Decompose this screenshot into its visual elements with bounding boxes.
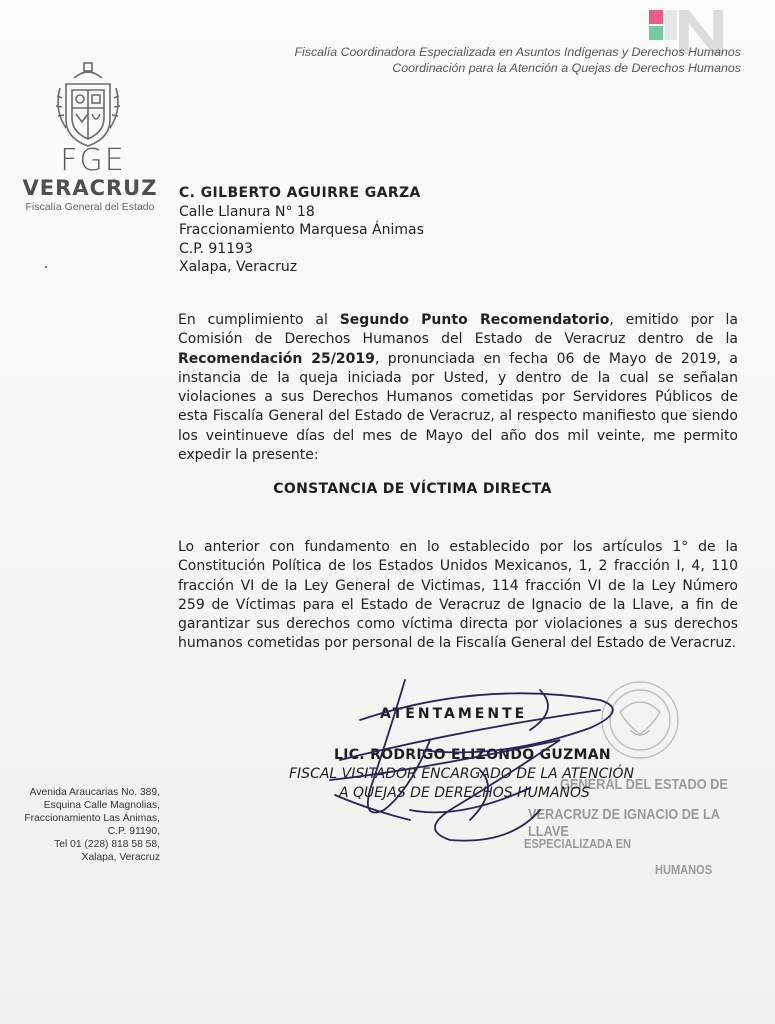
stamp-line-3: ESPECIALIZADA EN [524, 836, 632, 851]
intro-text-2: , emitido por la Comisión de Derechos Humanos del Estado de Veracruz dentro de la [178, 312, 738, 348]
recipient-city: Xalapa, Veracruz [179, 259, 298, 275]
intro-bold-1: Segundo Punto Recomendatorio [339, 312, 610, 328]
speck [45, 266, 47, 268]
recipient-postal-code: C.P. 91193 [179, 240, 253, 257]
handwritten-signature [300, 670, 640, 860]
stamp-line-1: GENERAL DEL ESTADO DE [560, 776, 728, 793]
header-line-2: Coordinación para la Atención a Quejas de Derechos Humanos [392, 61, 741, 75]
address-line: Esquina Calle Magnolias, [43, 800, 160, 811]
address-line: C.P. 91190, [107, 826, 160, 837]
address-line: Xalapa, Veracruz [81, 852, 160, 863]
signer-position-line-2: A QUEJAS DE DERECHOS HUMANOS [339, 785, 590, 801]
recipient-name: C. GILBERTO AGUIRRE GARZA [179, 185, 421, 201]
address-line: Avenida Araucarias No. 389, [29, 787, 160, 798]
document-title: CONSTANCIA DE VÍCTIMA DIRECTA [273, 481, 552, 497]
logo-institution: Fiscalía General del Estado [25, 201, 155, 213]
header-line-1: Fiscalía Coordinadora Especializada en Asuntos Indígenas y Derechos Humanos [294, 45, 741, 59]
address-line: Tel 01 (228) 818 58 58, [54, 839, 160, 850]
office-address [20, 786, 160, 864]
coat-of-arms-icon [52, 62, 124, 152]
intro-text-3: , pronunciada en fecha 06 de Mayo de 2019, a instancia de la queja iniciada por Usted, y dentro de la cual se señalan violaciones a sus Derechos Humanos cometidas por Servidores Públicos de esta Fiscalía General del Estado de Veracruz, al respecto manifiesto que siendo los veintinueve días del mes de Mayo del año dos mil veinte, me permito expedir la presente: [178, 350, 739, 464]
recipient-neighborhood: Fraccionamiento Marquesa Ánimas [179, 222, 424, 238]
address-line: Fraccionamiento Las Ánimas, [24, 813, 160, 824]
closing-salutation: ATENTAMENTE [380, 706, 528, 722]
fge-veracruz-logo [22, 62, 162, 213]
intro-bold-2: Recomendación 25/2019 [178, 350, 375, 367]
logo-state: VERACRUZ [22, 176, 158, 200]
issuing-office-header [294, 44, 741, 76]
signer-name: LIC. RODRIGO ELIZONDO GUZMAN [334, 747, 611, 763]
recipient-address [179, 184, 424, 277]
signer-position-line-1: FISCAL VISITADOR ENCARGADO DE LA ATENCIÓN [289, 766, 635, 782]
logo-acronym: FGE [60, 143, 126, 178]
recipient-street: Calle Llanura N° 18 [179, 203, 315, 220]
intro-text-1: En cumplimiento al [178, 312, 340, 328]
stamp-line-2: VERACRUZ DE IGNACIO DE LA LLAVE [528, 806, 720, 840]
intro-paragraph [178, 311, 738, 465]
stamp-line-4: HUMANOS [655, 862, 713, 877]
legal-basis-paragraph: Lo anterior con fundamento en lo establecido por los artículos 1° de la Constitución Política de los Estados Unidos Mexicanos, 1, 2 fracción I, 4, 110 fracción VI de la Ley General de Victimas, 114 fracción VI de la Ley Número 259 de Víctimas para el Estado de Veracruz de Ignacio de la Llave, a fin de garantizar sus derechos como víctima directa por violaciones a sus derechos humanos cometidas por personal de la Fiscalía General del Estado de Veracruz. [178, 539, 738, 652]
